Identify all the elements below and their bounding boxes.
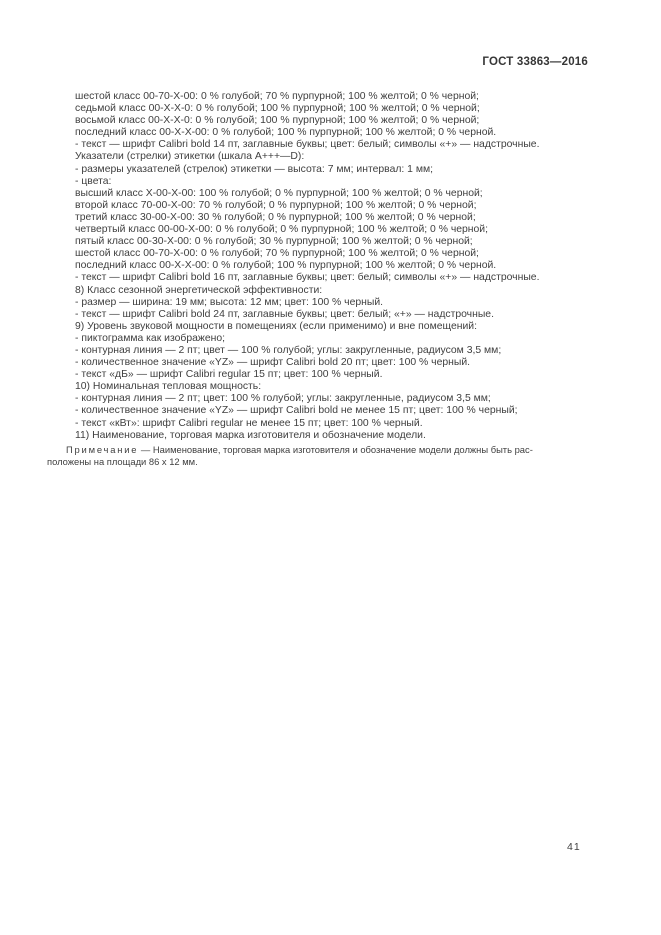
text-line: - цвета: [75,175,112,187]
text-line: седьмой класс 00-Х-Х-0: 0 % голубой; 100 % пурпурной; 100 % желтой; 0 % черной; [75,103,480,115]
text-line: шестой класс 00-70-Х-00: 0 % голубой; 70 % пурпурной; 100 % желтой; 0 % черной; [75,91,479,102]
text-line: 10) Номинальная тепловая мощность: [75,381,262,393]
text-line: 9) Уровень звуковой мощности в помещениях (если применимо) и вне помещений: [75,320,477,332]
note-line [47,444,588,456]
text-line: 11) Наименование, торговая марка изготовителя и обозначение модели. [75,429,426,441]
text-line: - текст — шрифт Calibri bold 14 пт, заглавные буквы; цвет: белый; символы «+» — надстрочные. [75,139,540,151]
text-line: восьмой класс 00-Х-Х-0: 0 % голубой; 100 % пурпурной; 100 % желтой; 0 % черной; [75,115,480,127]
text-line: - количественное значение «YZ» — шрифт Calibri bold не менее 15 пт; цвет: 100 % черный; [75,405,518,417]
text-line: - текст «кВт»: шрифт Calibri regular не менее 15 пт; цвет: 100 % черный. [75,417,423,429]
page-header: ГОСТ 33863—2016 [482,56,588,68]
note-label: Примечание [66,444,139,455]
text-line: второй класс 70-00-Х-00: 70 % голубой; 0 % пурпурной; 100 % желтой; 0 % черной; [75,199,477,211]
text-line: - количественное значение «YZ» — шрифт Calibri bold 20 пт; цвет: 100 % черный. [75,357,471,369]
text-line: последний класс 00-Х-Х-00: 0 % голубой; 100 % пурпурной; 100 % желтой; 0 % черной. [75,127,497,139]
page-number: 41 [567,841,581,853]
text-line: Указатели (стрелки) этикетки (шкала A+++—D): [75,151,305,163]
text-line: - пиктограмма как изображено; [75,332,226,344]
text-line: третий класс 30-00-Х-00: 30 % голубой; 0 % пурпурной; 100 % желтой; 0 % черной; [75,211,476,223]
text-line: - текст — шрифт Calibri bold 24 пт, заглавные буквы; цвет: белый; «+» — надстрочные. [75,308,494,320]
note-paragraph [47,444,588,469]
text-line: высший класс Х-00-Х-00: 100 % голубой; 0 % пурпурной; 100 % желтой; 0 % черной; [75,187,483,199]
text-line: - текст «дБ» — шрифт Calibri regular 15 пт; цвет: 100 % черный. [75,369,383,381]
text-line: - контурная линия — 2 пт; цвет — 100 % голубой; углы: закругленные, радиусом 3,5 мм; [75,344,502,356]
text-line: - размер — ширина: 19 мм; высота: 12 мм; цвет: 100 % черный. [75,296,384,308]
text-line: последний класс 00-Х-Х-00: 0 % голубой; 100 % пурпурной; 100 % желтой; 0 % черной. [75,260,497,272]
text-line: шестой класс 00-70-Х-00: 0 % голубой; 70 % пурпурной; 100 % желтой; 0 % черной; [75,248,479,260]
text-line: 8) Класс сезонной энергетической эффективности: [75,284,323,296]
document-body [75,91,590,442]
text-line: - контурная линия — 2 пт; цвет: 100 % голубой; углы: закругленные, радиусом 3,5 мм; [75,393,491,405]
text-line: пятый класс 00-30-Х-00: 0 % голубой; 30 % пурпурной; 100 % желтой; 0 % черной; [75,236,473,248]
text-line: - текст — шрифт Calibri bold 16 пт, заглавные буквы; цвет: белый; символы «+» — надстрочные. [75,272,540,284]
text-line: - размеры указателей (стрелок) этикетки — высота: 7 мм; интервал: 1 мм; [75,163,434,175]
text-line: четвертый класс 00-00-Х-00: 0 % голубой; 0 % пурпурной; 100 % желтой; 0 % черной; [75,224,489,236]
note-line: положены на площади 86 x 12 мм. [47,456,198,468]
note-text: — Наименование, торговая марка изготовителя и обозначение модели должны быть рас- [138,444,533,455]
